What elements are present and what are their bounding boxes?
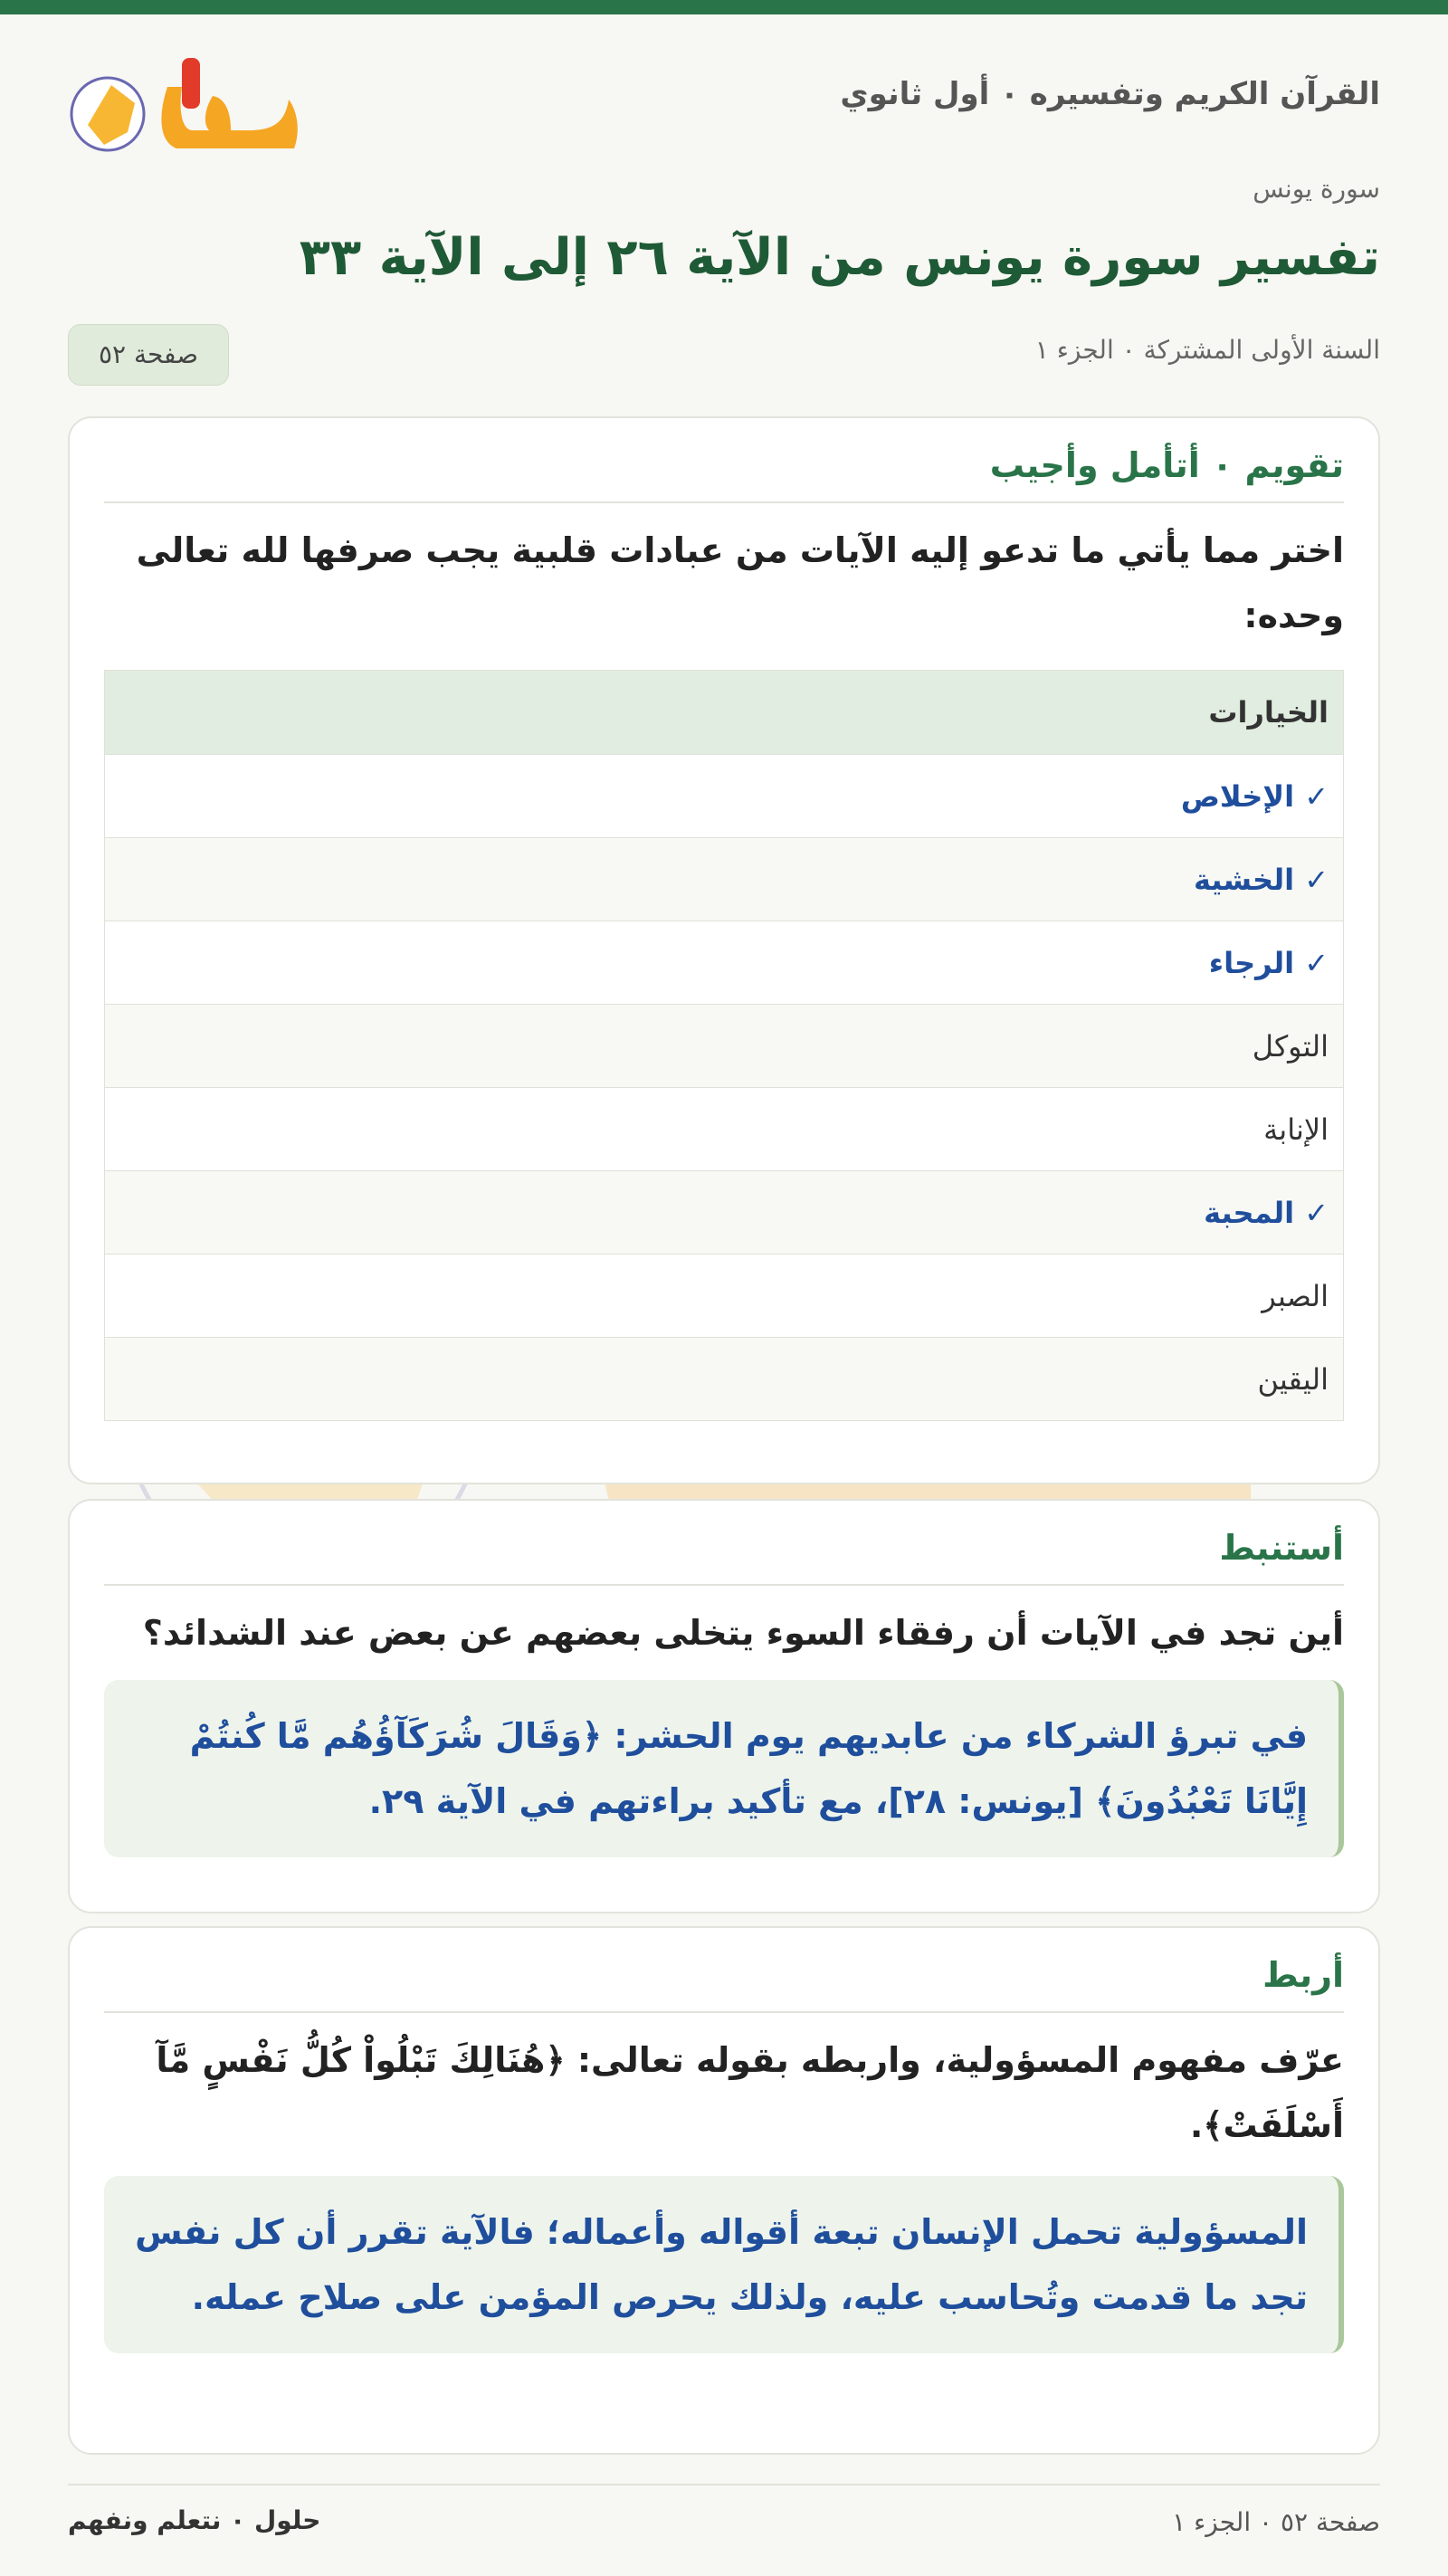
footer-divider bbox=[68, 2484, 1380, 2485]
options-column-header: الخيارات bbox=[105, 671, 1344, 755]
lesson-meta: السنة الأولى المشتركة ٠ الجزء ١ bbox=[1034, 335, 1380, 365]
footer-brand: حلول ٠ نتعلم ونفهم bbox=[68, 2505, 321, 2535]
option-row: ✓ المحبة bbox=[105, 1171, 1344, 1255]
option-row: ✓ الإخلاص bbox=[105, 755, 1344, 838]
evaluation-question: اختر مما يأتي ما تدعو إليه الآيات من عبادات قلبية يجب صرفها لله تعالى وحده: bbox=[136, 530, 1344, 635]
option-row: ✓ الرجاء bbox=[105, 921, 1344, 1005]
deduce-answer: في تبرؤ الشركاء من عابديهم يوم الحشر: ﴿وَقَالَ شُرَكَآؤُهُم مَّا كُنتُمْ إِيَّانَا تَعْبُدُونَ﴾ [يونس: ٢٨]، مع تأكيد براءتهم في الآية ٢٩. bbox=[104, 1680, 1344, 1857]
option-row: ✓ الخشية bbox=[105, 838, 1344, 921]
deduce-heading: أستنبط bbox=[104, 1501, 1344, 1586]
option-row: التوكل bbox=[105, 1005, 1344, 1088]
link-heading: أربط bbox=[104, 1928, 1344, 2013]
link-answer: المسؤولية تحمل الإنسان تبعة أقواله وأعماله؛ فالآية تقرر أن كل نفس تجد ما قدمت وتُحاسب عليه، ولذلك يحرص المؤمن على صلاح عمله. bbox=[104, 2176, 1344, 2353]
evaluation-card bbox=[68, 416, 1380, 1484]
top-accent-bar bbox=[0, 0, 1448, 14]
course-title: القرآن الكريم وتفسيره ٠ أول ثانوي bbox=[840, 76, 1380, 112]
footer-page-info: صفحة ٥٢ ٠ الجزء ١ bbox=[1172, 2507, 1380, 2537]
page-number-badge: صفحة ٥٢ bbox=[68, 324, 229, 386]
page-title: تفسير سورة يونس من الآية ٢٦ إلى الآية ٣٣ bbox=[299, 228, 1380, 287]
deduce-card bbox=[68, 1499, 1380, 1913]
option-row: الإنابة bbox=[105, 1088, 1344, 1171]
option-row: اليقين bbox=[105, 1338, 1344, 1421]
hulul-logo-icon bbox=[68, 51, 312, 159]
deduce-question: أين تجد في الآيات أن رفقاء السوء يتخلى بعضهم عن بعض عند الشدائد؟ bbox=[142, 1613, 1344, 1653]
evaluation-heading: تقويم ٠ أتأمل وأجيب bbox=[104, 418, 1344, 503]
link-question: عرّف مفهوم المسؤولية، واربطه بقوله تعالى: ﴿هُنَالِكَ تَبْلُواْ كُلُّ نَفْسٍ مَّآ أَسْلَفَتْ﴾. bbox=[156, 2040, 1344, 2145]
surah-label: سورة يونس bbox=[1253, 174, 1380, 204]
link-card bbox=[68, 1926, 1380, 2455]
options-table bbox=[104, 670, 1344, 1421]
page-header bbox=[68, 14, 1380, 174]
page bbox=[68, 14, 1380, 2317]
option-row: الصبر bbox=[105, 1255, 1344, 1338]
